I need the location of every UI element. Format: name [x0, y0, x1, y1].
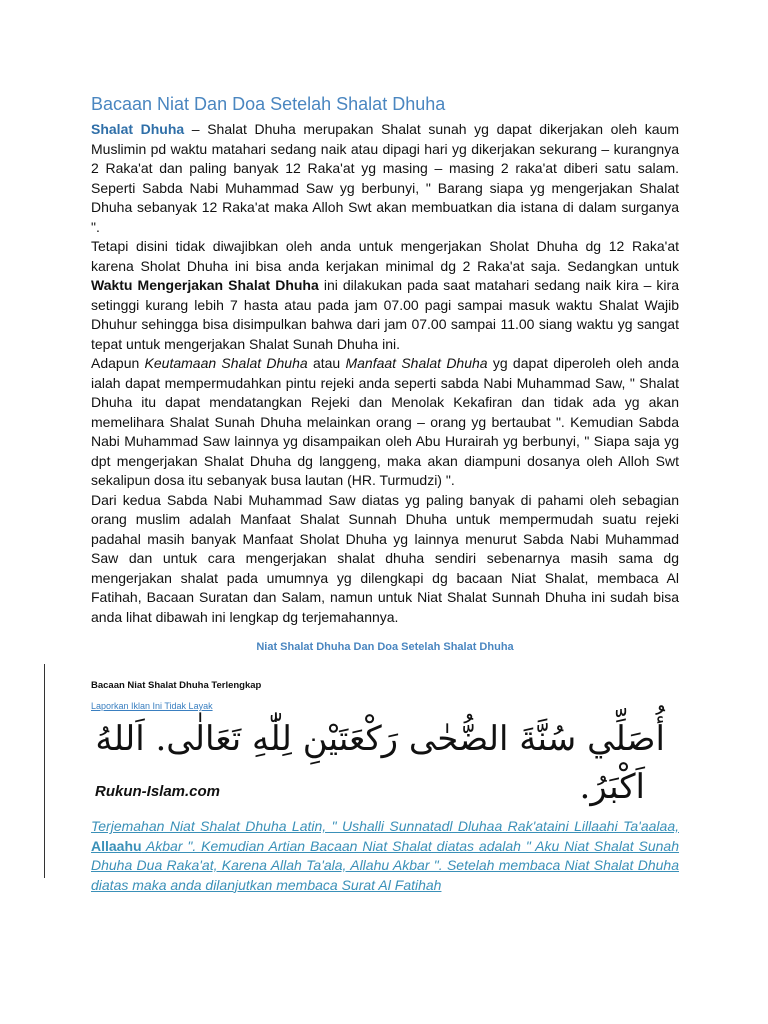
margin-bar: [44, 664, 45, 878]
arabic-line-1: أُصَلِّي سُنَّةَ الضُّحٰى رَكْعَتَيْنِ لِلّٰهِ تَعَالٰى. اَللهُ: [95, 719, 665, 759]
keutamaan-italic-1: Keutamaan Shalat Dhuha: [144, 355, 308, 371]
translation-text-2: Akbar ". Kemudian Artian Bacaan Niat Shalat diatas adalah " Aku Niat Shalat Sunah Dhuha Dua Raka'at, Karena Allah Ta'ala, Allahu Akbar ". Setelah membaca Niat Shalat Dhuha diatas maka anda dilanjutkan membaca Surat Al Fatihah: [91, 837, 679, 893]
waktu-bold: Waktu Mengerjakan Shalat Dhuha: [91, 277, 319, 293]
keutamaan-text-2: atau: [307, 355, 346, 371]
page-title: Bacaan Niat Dan Doa Setelah Shalat Dhuha: [91, 94, 446, 114]
report-ad-link[interactable]: Laporkan Iklan Ini Tidak Layak: [91, 701, 213, 711]
intro-lead[interactable]: Shalat Dhuha: [91, 121, 185, 137]
arabic-niat-image: [91, 715, 671, 811]
paragraph-intro: [91, 120, 679, 237]
article: [91, 92, 679, 895]
translation-text-1: Terjemahan Niat Shalat Dhuha Latin, " Ushalli Sunnatadl Dluhaa Rak'ataini Lillaahi Ta'aalaa,: [91, 818, 679, 834]
waktu-text-1: Tetapi disini tidak diwajibkan oleh anda untuk mengerjakan Sholat Dhuha dg 12 Raka'at karena Sholat Dhuha ini bisa anda kerjakan minimal dg 2 Raka'at saja. Sedangkan untuk: [91, 238, 679, 274]
translation-link[interactable]: [91, 817, 679, 895]
keutamaan-text-3: yg dapat diperoleh oleh anda ialah dapat mempermudahkan pintu rejeki anda seperti sabda Nabi Muhammad Saw, " Shalat Dhuha itu dapat mendatangkan Rejeki dan Menolak Kekafiran dan tidak ada yg akan memelihara Shalat Sunah Dhuha melainkan orang – orang yg bertaubat ". Kemudian Sabda Nabi Muhammad Saw lainnya yg disampaikan oleh Abu Hurairah yg berbunyi, " Siapa saja yg dpt mengerjakan Shalat Dhuha dg langgeng, maka akan diampuni dosanya oleh Alloh Swt sekalipun dosa itu sebanyak busa lautan (HR. Turmudzi) ".: [91, 355, 679, 488]
section-title: Niat Shalat Dhuha Dan Doa Setelah Shalat Dhuha: [256, 641, 514, 653]
keutamaan-italic-2: Manfaat Shalat Dhuha: [345, 355, 488, 371]
waktu-text-2: ini dilakukan pada saat matahari sedang naik kira – kira setinggi kurang lebih 7 hasta atau pada jam 07.00 pagi sampai masuk waktu Shalat Wajib Dhuhur sehingga bisa disimpulkan bahwa dari jam 07.00 sampai 11.00 siang waktu yg sangat tepat untuk mengerjakan Shalat Sunah Dhuha ini.: [91, 277, 679, 352]
paragraph-keutamaan: [91, 354, 679, 491]
arabic-line-2: اَكْبَرُ.: [579, 767, 645, 807]
keutamaan-text-1: Adapun: [91, 355, 145, 371]
translation-bold: Allaahu: [91, 837, 142, 854]
paragraph-waktu: [91, 237, 679, 354]
subheading: Bacaan Niat Shalat Dhuha Terlengkap: [91, 680, 262, 691]
image-watermark: Rukun-Islam.com: [95, 783, 221, 800]
intro-text: – Shalat Dhuha merupakan Shalat sunah yg dapat dikerjakan oleh kaum Muslimin pd waktu matahari sedang naik atau dipagi hari yg dikerjakan sekurang – kurangnya 2 Raka'at dan paling banyak 12 Raka'at yg masing – masing 2 raka'at diberi satu salam. Seperti Sabda Nabi Muhammad Saw yg berbunyi, " Barang siapa yg mengerjakan Shalat Dhuha sebanyak 12 Raka'at maka Alloh Swt akan membuatkan dia istana di dalam surganya ".: [91, 121, 679, 235]
paragraph-kesimpulan: Dari kedua Sabda Nabi Muhammad Saw diatas yg paling banyak di pahami oleh sebagian orang muslim adalah Manfaat Shalat Sunnah Dhuha untuk mempermudah suatu rejeki padahal masih banyak Manfaat Sholat Dhuha yg lainnya menurut Sabda Nabi Muhammad Saw dan untuk cara mengerjakan shalat dhuha sendiri sebenarnya masih sama dg mengerjakan shalat pada umumnya yg dilengkapi dg bacaan Niat Shalat, membaca Al Fatihah, Bacaan Suratan dan Salam, namun untuk Niat Shalat Sunnah Dhuha ini sudah bisa anda lihat dibawah ini lengkap dg terjemahannya.: [91, 491, 679, 625]
